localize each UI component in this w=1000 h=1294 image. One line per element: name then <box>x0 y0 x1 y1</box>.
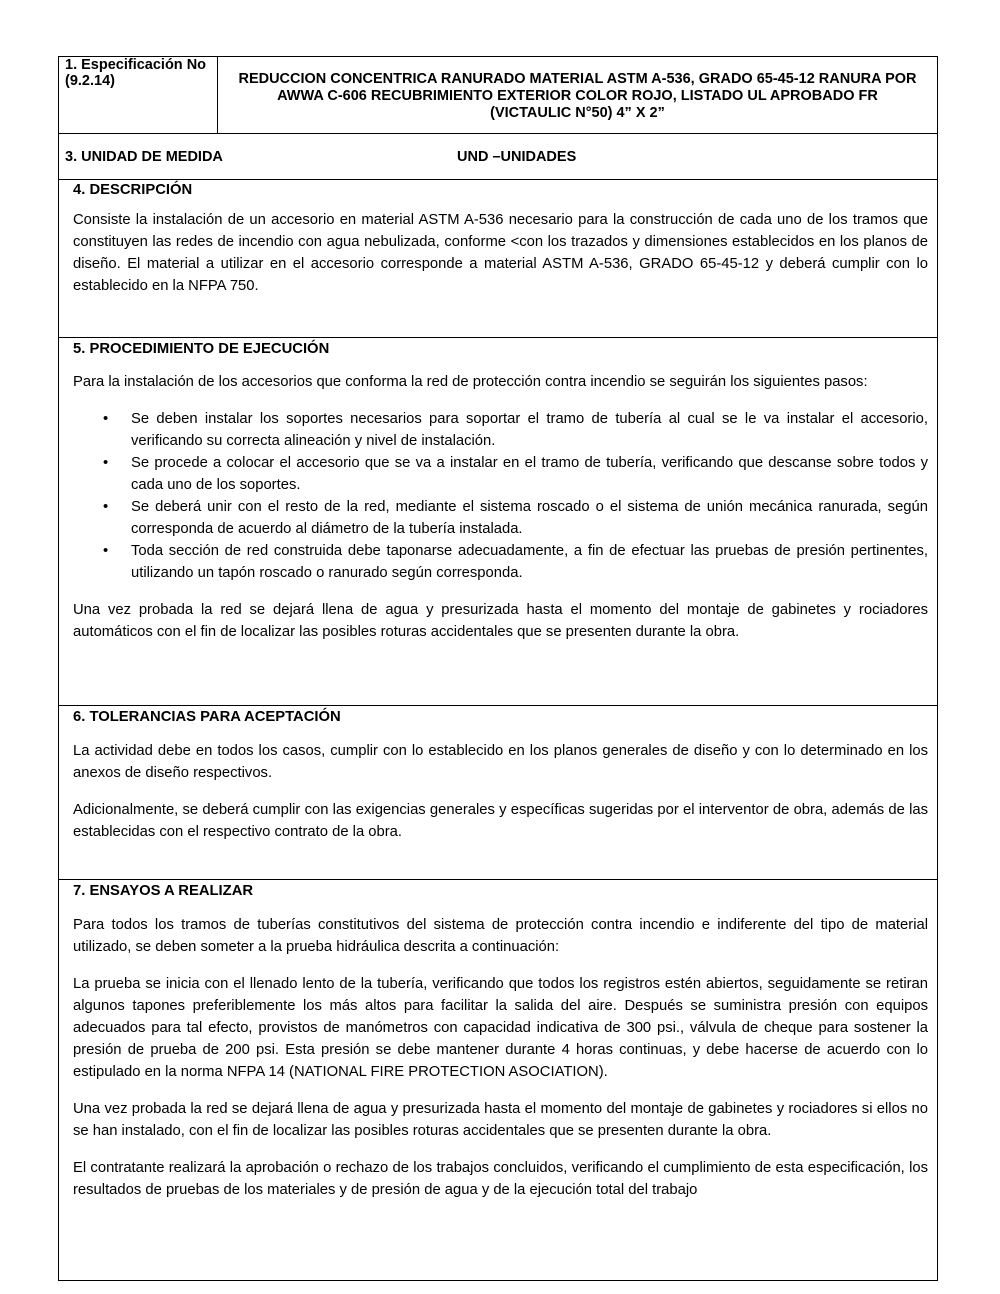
spec-title: REDUCCION CONCENTRICA RANURADO MATERIAL ASTM A-536, GRADO 65-45-12 RANURA POR AWWA C-606 RECUBRIMIENTO EXTERIOR COLOR ROJO, LISTADO UL APROBADO FR (VICTAULIC N°50) 4” X 2” <box>238 70 917 121</box>
description-heading: 4. DESCRIPCIÓN <box>73 182 193 198</box>
procedure-closing: Una vez probada la red se dejará llena de agua y presurizada hasta el momento del montaje de gabinetes y rociadores automáticos con el fin de localizar las posibles roturas accidentales que se presenten durante la obra. <box>73 602 928 640</box>
tests-heading: 7. ENSAYOS A REALIZAR <box>73 883 254 899</box>
procedure-intro: Para la instalación de los accesorios que conforma la red de protección contra incendio se seguirán los siguientes pasos: <box>73 374 868 390</box>
tolerances-p1: La actividad debe en todos los casos, cumplir con lo establecido en los planos generales de diseño y con lo determinado en los anexos de diseño respectivos. <box>73 743 928 781</box>
tests-p2: La prueba se inicia con el llenado lento de la tubería, verificando que todos los registros estén abiertos, seguidamente se retiran algunos tapones preferiblemente los más altos para facilitar la salida del aire. Después se suministra presión con equipos adecuados para tal efecto, provistos de manómetros con capacidad indicativa de 300 psi., válvula de cheque para sostener la presión de prueba de 200 psi. Esta presión se debe mantener durante 4 horas continuas, y debe hacerse de acuerdo con lo estipulado en la norma NFPA 14 (NATIONAL FIRE PROTECTION ASOCIATION). <box>73 976 928 1080</box>
tolerances-section <box>59 706 937 880</box>
header-row <box>59 57 937 134</box>
list-item <box>103 540 928 584</box>
list-item <box>103 452 928 496</box>
step-text: Se procede a colocar el accesorio que se va a instalar en el tramo de tubería, verificando que descanse sobre todos y cada uno de los soportes. <box>131 455 928 493</box>
tolerances-p2: Adicionalmente, se deberá cumplir con las exigencias generales y específicas sugeridas por el interventor de obra, además de las establecidas con el respectivo contrato de la obra. <box>73 802 928 840</box>
tests-p1: Para todos los tramos de tuberías constitutivos del sistema de protección contra incendio e indiferente del tipo de material utilizado, se deben someter a la prueba hidráulica descrita a continuación: <box>73 917 928 955</box>
unit-label: 3. UNIDAD DE MEDIDA <box>65 148 223 165</box>
tolerances-heading: 6. TOLERANCIAS PARA ACEPTACIÓN <box>73 709 341 725</box>
step-text: Se deberá unir con el resto de la red, mediante el sistema roscado o el sistema de unión mecánica ranurada, según corresponda de acuerdo al diámetro de la tubería instalada. <box>131 499 928 537</box>
tests-p3: Una vez probada la red se dejará llena de agua y presurizada hasta el momento del montaje de gabinetes y rociadores si ellos no se han instalado, con el fin de localizar las posibles roturas accidentales que se presenten durante la obra. <box>73 1101 928 1139</box>
procedure-section <box>59 338 937 706</box>
unit-value: UND –UNIDADES <box>457 148 577 165</box>
unit-row <box>59 134 937 180</box>
procedure-steps <box>73 408 928 584</box>
tests-section <box>59 880 937 1280</box>
bullet-glyph: • <box>103 411 109 427</box>
procedure-heading: 5. PROCEDIMIENTO DE EJECUCIÓN <box>73 341 330 357</box>
spec-number: 1. Especificación No (9.2.14) <box>59 57 218 133</box>
bullet-glyph: • <box>103 499 109 515</box>
bullet-glyph: • <box>103 455 109 471</box>
document-page <box>58 56 938 1281</box>
list-item <box>103 496 928 540</box>
tests-p4: El contratante realizará la aprobación o rechazo de los trabajos concluidos, verificando el cumplimiento de esta especificación, los resultados de pruebas de los materiales y de presión de agua y de la ejecución total del trabajo <box>73 1160 928 1198</box>
description-section <box>59 180 937 338</box>
specification-table <box>58 56 938 1281</box>
list-item <box>103 408 928 452</box>
description-text: Consiste la instalación de un accesorio en material ASTM A-536 necesario para la construcción de cada uno de los tramos que constituyen las redes de incendio con agua nebulizada, conforme <con los trazados y dimensiones establecidos en los planos de diseño. El material a utilizar en el accesorio corresponde a material ASTM A-536, GRADO 65-45-12 y deberá cumplir con lo establecido en la NFPA 750. <box>73 212 928 294</box>
step-text: Se deben instalar los soportes necesarios para soportar el tramo de tubería al cual se le va instalar el accesorio, verificando su correcta alineación y nivel de instalación. <box>131 411 928 449</box>
step-text: Toda sección de red construida debe taponarse adecuadamente, a fin de efectuar las pruebas de presión pertinentes, utilizando un tapón roscado o ranurado según corresponda. <box>131 543 928 581</box>
bullet-glyph: • <box>103 543 109 559</box>
